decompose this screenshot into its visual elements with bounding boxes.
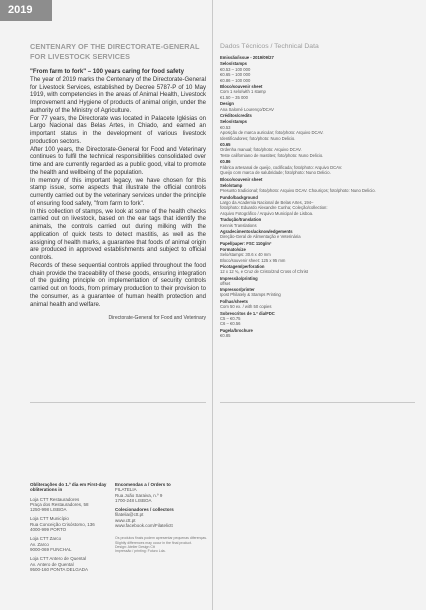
- tech-group: [220, 142, 415, 158]
- tech-label: Impressão/printing: [220, 275, 258, 281]
- tech-value: Selo/stamps: 30.6 x 40 mm: [220, 252, 271, 258]
- tech-value: C5 – €0.75: [220, 315, 241, 321]
- tech-value: offset: [220, 280, 231, 286]
- article-lead: "From farm to fork" – 100 years caring for food safety: [30, 69, 184, 75]
- tech-label: €0.86: [220, 159, 231, 165]
- tech-label: Bloco/souvenir sheet: [220, 84, 263, 90]
- article-paragraph: In this collection of stamps, we look at some of the health checks carried out on livestock, based on the ear tags that identify the animals, the controls carried out during milking with the application of quick tests to detect mastitis, as well as the assigning of health marks, a guarantee that foods of animal origin are produced in approved establishments and subject to official controls.: [30, 208, 206, 261]
- note-line: Design: Atelier Design Ctt: [115, 544, 155, 549]
- year-tab: 2019: [0, 0, 52, 21]
- tech-label: Sobrescritos de 1.º dia/FDC: [220, 310, 275, 316]
- section-divider: [30, 402, 206, 403]
- disclaimer-note: [115, 536, 210, 553]
- tech-value: €0.53: [220, 124, 231, 130]
- tech-value: €0.65 – 100 000: [220, 72, 251, 78]
- tech-group: [220, 195, 415, 216]
- contact-line: FILATELIA: [115, 487, 137, 493]
- column-divider: [212, 0, 213, 610]
- tech-label: Design: [220, 101, 234, 107]
- tech-group: [220, 299, 415, 309]
- tech-label: Tradução/translation: [220, 217, 262, 223]
- tech-group: [220, 247, 415, 263]
- tech-value: Ipost Philately & Stamps Printing: [220, 292, 281, 298]
- contact-line: filatelia@ctt.pt: [115, 512, 144, 518]
- contact-line: 1700-248 LISBOA: [115, 497, 152, 503]
- tech-label: Folhas/sheets: [220, 298, 248, 304]
- address-line: Loja CTT Restauradores: [30, 496, 80, 502]
- tech-value: Queijo com marca de salubridade; foto/photo: Nuno Delicio.: [220, 170, 331, 176]
- tech-value: Ordenha manual; foto/photo: Arquivo DCAV.: [220, 147, 302, 153]
- tech-value: Kennis Translations: [220, 222, 257, 228]
- contact-line: www.ctt.pt: [115, 517, 136, 523]
- tech-group: [220, 287, 415, 297]
- orders-and-collectors: [115, 482, 210, 553]
- bottom-label: Colecionadores / collectors: [115, 507, 174, 513]
- tech-label: Bloco/souvenir sheet: [220, 176, 263, 182]
- tech-group: [220, 177, 415, 182]
- tech-label: Fundo/background: [220, 194, 258, 200]
- tech-value: Aposição de marca auricular; foto/photo: Arquivo DCAV.: [220, 130, 324, 136]
- address-line: 4000-999 PORTO: [30, 527, 67, 533]
- tech-group: [220, 159, 415, 175]
- tech-value: Fábrica artesanal de queijo, codificada; foto/photo: Arquivo DCAV.: [220, 164, 343, 170]
- tech-value: €0.53 – 100 000: [220, 66, 251, 72]
- note-line: Slightly differences may occur in the final product.: [115, 540, 192, 545]
- article-paragraph: The year of 2019 marks the Centenary of the Directorate-General for Livestock Services, established by Decree 5787-P of 10 May 1919, with competencies in the areas of Animal Health, Livestock Improvement and Hygiene of products of animal origin, under the authority of the Ministry of Agriculture.: [30, 76, 206, 114]
- tech-group: [220, 217, 415, 227]
- tech-value: Teste californiano de mastites; foto/photo: Nuno Delicio.: [220, 152, 324, 158]
- tech-group: [220, 276, 415, 286]
- tech-value: Presunto tradicional; foto/photo: Arquivo DCAV. Chouriços; foto/photo: Nuno Delicio.: [220, 188, 376, 194]
- bottom-label: Obliterações do 1.º dia em First-day obliterations in: [30, 482, 107, 493]
- tech-value: Arquivo Fotográfico / Arquivo Municipal de Lisboa.: [220, 210, 314, 216]
- article-body: [30, 69, 206, 309]
- tech-group: [220, 61, 415, 82]
- address-line: 9000-069 FUNCHAL: [30, 546, 72, 552]
- article-paragraph: Records of these sequential controls applied throughout the food chain provide the traceability of these goods, ensuring integration of the guiding principle on implementation of security controls carried out on foods, from primary production to their provision to the consumer, as a guarantee of human health protection and animal health and welfare.: [30, 262, 206, 308]
- article-paragraph: In memory of this important legacy, we have chosen for this stamp issue, some aspects that illustrate the official controls currently carried out by the veterinary services under the principle of ensuring food safety, "from farm to fork".: [30, 177, 206, 207]
- note-line: Impressão / printing: Futuro Lda.: [115, 548, 166, 553]
- tech-group: [220, 311, 415, 327]
- tech-label: Créditos/credits: [220, 113, 252, 118]
- tech-label: Selos/stamps: [220, 119, 247, 125]
- tech-label: Impressor/printer: [220, 287, 255, 293]
- tech-group: [220, 101, 415, 111]
- tech-value: C6 – €0.56: [220, 321, 241, 327]
- article-paragraph: For 77 years, the Directorate was located in Palacete Iglésias on Largo Nacional das Belas Artes, in Chiado, and earned an important status in the development of various livestock production sectors.: [30, 115, 206, 145]
- tech-group: [220, 183, 415, 193]
- address-line: Loja CTT Município: [30, 516, 69, 522]
- address-line: Av. Antero de Quental: [30, 561, 74, 567]
- address-line: 1250-998 LISBOA: [30, 507, 67, 513]
- tech-value: €1.50 – 35 000: [220, 94, 248, 100]
- contact-line: Rua João Saraiva, n.º 9: [115, 492, 163, 498]
- article-paragraph: After 100 years, the Directorate-General for Food and Veterinary continues to fulfil the technical responsibilities consolidated over time and are currently regarded as a public good, vital to promote the health and wellbeing of the population.: [30, 146, 206, 176]
- address-line: Loja CTT Antero de Quental: [30, 556, 86, 562]
- tech-group: [220, 264, 415, 274]
- address-line: Av. Zarco: [30, 541, 49, 547]
- address-line: Loja CTT Zarco: [30, 536, 62, 542]
- tech-label: Selos/stamps: [220, 61, 247, 67]
- tech-value: Identificadores; foto/photo: Nuno Delicio.: [220, 135, 296, 141]
- technical-data-list: [220, 55, 415, 338]
- tech-label: Selo/stamp: [220, 183, 243, 189]
- first-day-obliterations: [30, 482, 115, 576]
- tech-value: Com 1 selo/with 1 stamp: [220, 89, 266, 95]
- tech-group: [220, 84, 415, 100]
- tech-label: Papel/paper: FSC 110g/m²: [220, 240, 272, 246]
- tech-label: Picotagem/perforation: [220, 264, 265, 270]
- note-line: Os produtos finais podem apresentar pequenas diferenças.: [115, 536, 208, 541]
- article-column: [30, 42, 206, 321]
- tech-value: Largo da Academia Nacional de Belas Artes, 194–: [220, 199, 314, 205]
- tech-label: Emissão/issue - 2019/09/27: [220, 55, 274, 60]
- tech-label: €0.65: [220, 142, 231, 148]
- tech-value: Ana Salomé Lourenço/DCAV: [220, 106, 274, 112]
- tech-value: Com 50 ex. / with 50 copies: [220, 304, 272, 310]
- tech-label: Formato/size: [220, 247, 246, 253]
- tech-group: [220, 328, 415, 338]
- address-line: Rua Conceição Crisóstomo, 136: [30, 521, 95, 527]
- tech-value: €0.86 – 100 000: [220, 77, 251, 83]
- contact-line: www.facebook.com/Filatelictt: [115, 523, 173, 529]
- technical-data-column: [220, 42, 415, 339]
- tech-group: [220, 229, 415, 239]
- bottom-label: Encomendas a / Orders to: [115, 482, 171, 487]
- tech-group: [220, 113, 415, 118]
- address-line: Praça dos Restauradores, 58: [30, 501, 89, 507]
- tech-group: [220, 55, 415, 60]
- tech-value: 12 x 12 ¾, e Cruz de Cristo/2nd Cross of Christ: [220, 269, 308, 275]
- technical-data-title: Dados Técnicos / Technical Data: [220, 43, 319, 50]
- section-divider: [220, 402, 415, 403]
- address-line: 9500-160 PONTA DELGADA: [30, 566, 88, 572]
- article-title: CENTENARY OF THE DIRECTORATE-GENERAL FOR LIVESTOCK SERVICES: [30, 42, 200, 61]
- tech-label: Agradecimentos/acknowledgements: [220, 229, 293, 234]
- tech-value: €0.85: [220, 332, 231, 338]
- tech-label: Pagela/brochure: [220, 327, 253, 333]
- spacer: [30, 572, 115, 576]
- article-signature: Directorate-General for Food and Veterinary: [108, 315, 206, 322]
- tech-value: foto/photo: Eduardo Alexandre Cunha; Coleção/collection:: [220, 205, 328, 211]
- spacer: [115, 528, 210, 532]
- tech-group: [220, 241, 415, 246]
- tech-value: Bloco/souvenir sheet: 125 x 95 mm: [220, 257, 286, 263]
- tech-value: Direção-Geral de Alimentação e Veterinária: [220, 234, 301, 240]
- tech-group: [220, 119, 415, 140]
